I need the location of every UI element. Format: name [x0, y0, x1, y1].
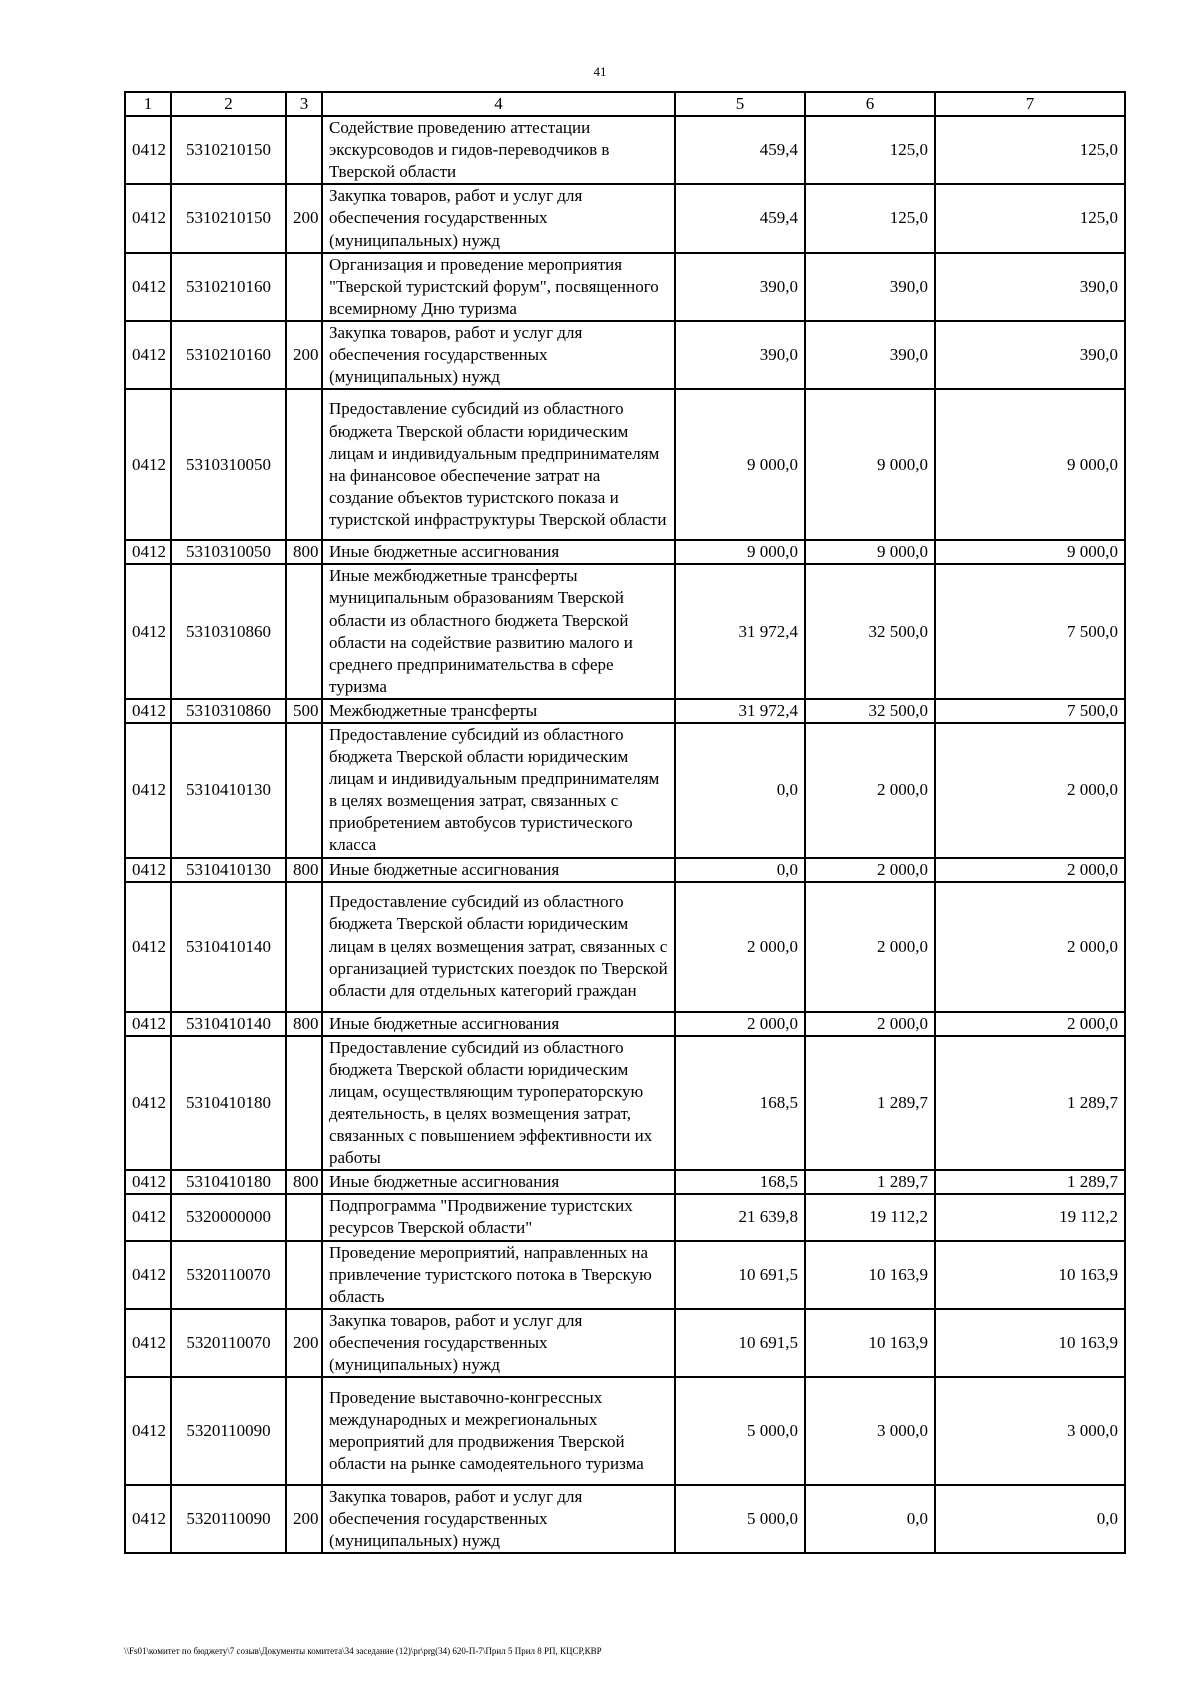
target-code-cell: 5310310050	[171, 540, 286, 564]
table-row	[125, 1194, 1125, 1240]
item-name-cell: Подпрограмма "Продвижение туристских ресурсов Тверской области"	[322, 1194, 675, 1240]
target-code-cell: 5320000000	[171, 1194, 286, 1240]
amount-col6-cell: 390,0	[805, 253, 935, 321]
expense-kind-cell	[286, 723, 322, 858]
expense-kind-cell	[286, 1241, 322, 1309]
amount-col5-cell: 5 000,0	[675, 1377, 805, 1485]
column-header: 3	[286, 92, 322, 116]
item-name-cell: Предоставление субсидий из областного бюджета Тверской области юридическим лицам, осуществляющим туроператорскую деятельность, в целях возмещения затрат, связанных с повышением эффективности их работы	[322, 1036, 675, 1171]
target-code-cell: 5310410140	[171, 882, 286, 1012]
table-row	[125, 1309, 1125, 1377]
item-name-cell: Предоставление субсидий из областного бюджета Тверской области юридическим лицам и индивидуальным предпринимателям в целях возмещения затрат, связанных с приобретением автобусов туристического класса	[322, 723, 675, 858]
amount-col7-cell: 2 000,0	[935, 858, 1125, 882]
target-code-cell: 5310410140	[171, 1012, 286, 1036]
amount-col5-cell: 2 000,0	[675, 882, 805, 1012]
section-code-cell: 0412	[125, 882, 171, 1012]
item-name-cell: Межбюджетные трансферты	[322, 699, 675, 723]
amount-col6-cell: 0,0	[805, 1485, 935, 1553]
amount-col5-cell: 390,0	[675, 253, 805, 321]
amount-col7-cell: 10 163,9	[935, 1309, 1125, 1377]
expense-kind-cell: 800	[286, 858, 322, 882]
amount-col5-cell: 0,0	[675, 723, 805, 858]
amount-col7-cell: 0,0	[935, 1485, 1125, 1553]
amount-col6-cell: 1 289,7	[805, 1170, 935, 1194]
amount-col6-cell: 19 112,2	[805, 1194, 935, 1240]
table-row	[125, 858, 1125, 882]
table-row	[125, 1241, 1125, 1309]
item-name-cell: Предоставление субсидий из областного бюджета Тверской области юридическим лицам и индивидуальным предпринимателям на финансовое обеспечение затрат на создание объектов туристского показа и туристской инфраструктуры Тверской области	[322, 389, 675, 540]
amount-col7-cell: 1 289,7	[935, 1036, 1125, 1171]
amount-col7-cell: 2 000,0	[935, 1012, 1125, 1036]
expense-kind-cell	[286, 1194, 322, 1240]
amount-col6-cell: 32 500,0	[805, 699, 935, 723]
target-code-cell: 5310410130	[171, 723, 286, 858]
amount-col5-cell: 5 000,0	[675, 1485, 805, 1553]
amount-col6-cell: 2 000,0	[805, 723, 935, 858]
table-row	[125, 1170, 1125, 1194]
section-code-cell: 0412	[125, 1309, 171, 1377]
amount-col7-cell: 2 000,0	[935, 723, 1125, 858]
amount-col7-cell: 9 000,0	[935, 540, 1125, 564]
table-row	[125, 389, 1125, 540]
section-code-cell: 0412	[125, 321, 171, 389]
table-row	[125, 564, 1125, 699]
amount-col5-cell: 2 000,0	[675, 1012, 805, 1036]
section-code-cell: 0412	[125, 389, 171, 540]
amount-col6-cell: 32 500,0	[805, 564, 935, 699]
item-name-cell: Закупка товаров, работ и услуг для обеспечения государственных (муниципальных) нужд	[322, 1485, 675, 1553]
target-code-cell: 5320110070	[171, 1241, 286, 1309]
table-row	[125, 184, 1125, 252]
amount-col6-cell: 10 163,9	[805, 1241, 935, 1309]
amount-col6-cell: 2 000,0	[805, 1012, 935, 1036]
amount-col7-cell: 3 000,0	[935, 1377, 1125, 1485]
target-code-cell: 5320110090	[171, 1485, 286, 1553]
amount-col7-cell: 7 500,0	[935, 699, 1125, 723]
table-row	[125, 1012, 1125, 1036]
expense-kind-cell: 500	[286, 699, 322, 723]
target-code-cell: 5310410180	[171, 1036, 286, 1171]
section-code-cell: 0412	[125, 858, 171, 882]
expense-kind-cell: 200	[286, 184, 322, 252]
item-name-cell: Проведение мероприятий, направленных на привлечение туристского потока в Тверскую область	[322, 1241, 675, 1309]
expense-kind-cell: 800	[286, 1012, 322, 1036]
column-header: 5	[675, 92, 805, 116]
amount-col5-cell: 10 691,5	[675, 1309, 805, 1377]
amount-col6-cell: 9 000,0	[805, 389, 935, 540]
amount-col5-cell: 168,5	[675, 1036, 805, 1171]
amount-col6-cell: 9 000,0	[805, 540, 935, 564]
target-code-cell: 5310210160	[171, 321, 286, 389]
amount-col5-cell: 31 972,4	[675, 564, 805, 699]
amount-col5-cell: 10 691,5	[675, 1241, 805, 1309]
table-row	[125, 723, 1125, 858]
expense-kind-cell: 800	[286, 1170, 322, 1194]
column-header: 6	[805, 92, 935, 116]
budget-table	[124, 91, 1126, 1554]
item-name-cell: Закупка товаров, работ и услуг для обеспечения государственных (муниципальных) нужд	[322, 184, 675, 252]
expense-kind-cell: 800	[286, 540, 322, 564]
item-name-cell: Иные бюджетные ассигнования	[322, 1170, 675, 1194]
amount-col5-cell: 168,5	[675, 1170, 805, 1194]
section-code-cell: 0412	[125, 1194, 171, 1240]
table-row	[125, 1036, 1125, 1171]
column-header: 1	[125, 92, 171, 116]
expense-kind-cell	[286, 1377, 322, 1485]
amount-col7-cell: 125,0	[935, 116, 1125, 184]
amount-col6-cell: 2 000,0	[805, 882, 935, 1012]
amount-col5-cell: 390,0	[675, 321, 805, 389]
table-row	[125, 253, 1125, 321]
item-name-cell: Иные бюджетные ассигнования	[322, 858, 675, 882]
target-code-cell: 5310210150	[171, 116, 286, 184]
target-code-cell: 5320110090	[171, 1377, 286, 1485]
table-row	[125, 1377, 1125, 1485]
item-name-cell: Иные межбюджетные трансферты муниципальным образованиям Тверской области из областного бюджета Тверской области на содействие развитию малого и среднего предпринимательства в сфере туризма	[322, 564, 675, 699]
item-name-cell: Закупка товаров, работ и услуг для обеспечения государственных (муниципальных) нужд	[322, 321, 675, 389]
section-code-cell: 0412	[125, 1036, 171, 1171]
amount-col6-cell: 2 000,0	[805, 858, 935, 882]
item-name-cell: Содействие проведению аттестации экскурсоводов и гидов-переводчиков в Тверской области	[322, 116, 675, 184]
amount-col7-cell: 125,0	[935, 184, 1125, 252]
item-name-cell: Предоставление субсидий из областного бюджета Тверской области юридическим лицам в целях возмещения затрат, связанных с организацией туристских поездок по Тверской области для отдельных категорий граждан	[322, 882, 675, 1012]
amount-col6-cell: 10 163,9	[805, 1309, 935, 1377]
expense-kind-cell: 200	[286, 1309, 322, 1377]
amount-col5-cell: 21 639,8	[675, 1194, 805, 1240]
amount-col7-cell: 19 112,2	[935, 1194, 1125, 1240]
table-row	[125, 116, 1125, 184]
section-code-cell: 0412	[125, 1241, 171, 1309]
expense-kind-cell	[286, 116, 322, 184]
section-code-cell: 0412	[125, 1012, 171, 1036]
section-code-cell: 0412	[125, 540, 171, 564]
expense-kind-cell	[286, 882, 322, 1012]
section-code-cell: 0412	[125, 723, 171, 858]
section-code-cell: 0412	[125, 1485, 171, 1553]
column-header: 4	[322, 92, 675, 116]
table-row	[125, 540, 1125, 564]
target-code-cell: 5310310050	[171, 389, 286, 540]
amount-col5-cell: 31 972,4	[675, 699, 805, 723]
expense-kind-cell	[286, 564, 322, 699]
table-row	[125, 1485, 1125, 1553]
target-code-cell: 5310310860	[171, 564, 286, 699]
section-code-cell: 0412	[125, 253, 171, 321]
expense-kind-cell	[286, 1036, 322, 1171]
target-code-cell: 5310410130	[171, 858, 286, 882]
amount-col6-cell: 125,0	[805, 184, 935, 252]
column-header: 2	[171, 92, 286, 116]
expense-kind-cell: 200	[286, 321, 322, 389]
amount-col6-cell: 3 000,0	[805, 1377, 935, 1485]
amount-col7-cell: 390,0	[935, 321, 1125, 389]
target-code-cell: 5310410180	[171, 1170, 286, 1194]
amount-col7-cell: 10 163,9	[935, 1241, 1125, 1309]
page-number: 41	[593, 64, 607, 79]
amount-col7-cell: 9 000,0	[935, 389, 1125, 540]
amount-col6-cell: 390,0	[805, 321, 935, 389]
table-row	[125, 699, 1125, 723]
amount-col7-cell: 1 289,7	[935, 1170, 1125, 1194]
expense-kind-cell: 200	[286, 1485, 322, 1553]
section-code-cell: 0412	[125, 184, 171, 252]
item-name-cell: Проведение выставочно-конгрессных международных и межрегиональных мероприятий для продвижения Тверской области на рынке самодеятельного туризма	[322, 1377, 675, 1485]
item-name-cell: Иные бюджетные ассигнования	[322, 540, 675, 564]
amount-col7-cell: 2 000,0	[935, 882, 1125, 1012]
target-code-cell: 5310210150	[171, 184, 286, 252]
table-row	[125, 321, 1125, 389]
footer-file-path: \\Fs01\комитет по бюджету\7 созыв\Документы комитета\34 заседание (12)\pr\prg(34) 620-П-7\Прил 5 Прил 8 РП, КЦСР,КВР	[124, 1646, 602, 1656]
table-header-row	[125, 92, 1125, 116]
amount-col5-cell: 459,4	[675, 184, 805, 252]
section-code-cell: 0412	[125, 1170, 171, 1194]
amount-col5-cell: 9 000,0	[675, 540, 805, 564]
section-code-cell: 0412	[125, 699, 171, 723]
item-name-cell: Иные бюджетные ассигнования	[322, 1012, 675, 1036]
amount-col7-cell: 390,0	[935, 253, 1125, 321]
section-code-cell: 0412	[125, 116, 171, 184]
amount-col5-cell: 0,0	[675, 858, 805, 882]
amount-col5-cell: 459,4	[675, 116, 805, 184]
column-header: 7	[935, 92, 1125, 116]
table-row	[125, 882, 1125, 1012]
amount-col6-cell: 1 289,7	[805, 1036, 935, 1171]
section-code-cell: 0412	[125, 564, 171, 699]
amount-col6-cell: 125,0	[805, 116, 935, 184]
expense-kind-cell	[286, 253, 322, 321]
target-code-cell: 5310310860	[171, 699, 286, 723]
expense-kind-cell	[286, 389, 322, 540]
target-code-cell: 5310210160	[171, 253, 286, 321]
amount-col5-cell: 9 000,0	[675, 389, 805, 540]
target-code-cell: 5320110070	[171, 1309, 286, 1377]
section-code-cell: 0412	[125, 1377, 171, 1485]
item-name-cell: Организация и проведение мероприятия "Тверской туристский форум", посвященного всемирному Дню туризма	[322, 253, 675, 321]
item-name-cell: Закупка товаров, работ и услуг для обеспечения государственных (муниципальных) нужд	[322, 1309, 675, 1377]
amount-col7-cell: 7 500,0	[935, 564, 1125, 699]
